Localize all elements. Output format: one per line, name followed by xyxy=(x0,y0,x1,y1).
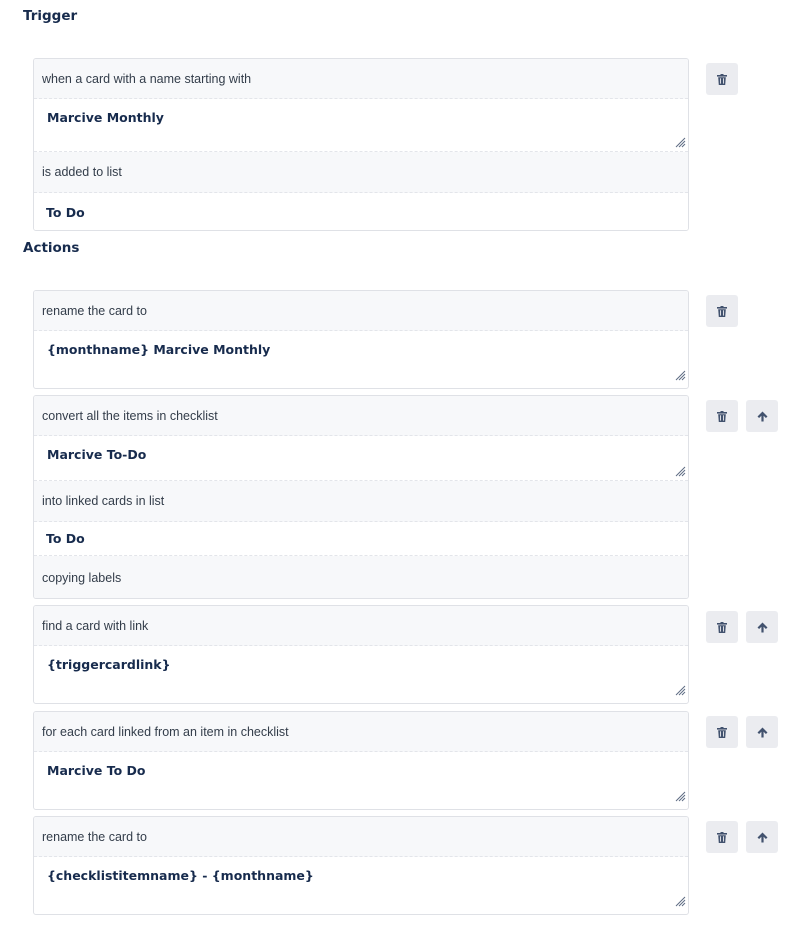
trigger-name-starts-label: when a card with a name starting with xyxy=(42,71,252,86)
action-foreach-value: Marcive To Do xyxy=(47,763,146,778)
action-find-delete-button[interactable] xyxy=(706,611,738,643)
arrow-up-icon xyxy=(757,622,768,633)
action-foreach-move-up-button[interactable] xyxy=(746,716,778,748)
action-rename2-label: rename the card to xyxy=(42,829,147,844)
action-foreach-card xyxy=(33,711,689,810)
action-find-value: {triggercardlink} xyxy=(47,657,171,672)
trash-icon xyxy=(717,306,727,317)
action-rename-textarea[interactable] xyxy=(34,331,688,384)
resize-grip-icon[interactable] xyxy=(674,895,686,907)
action-rename2-value: {checklistitemname} - {monthname} xyxy=(47,868,314,883)
action-rename2-label-row xyxy=(34,817,688,857)
trigger-name-textarea[interactable] xyxy=(34,99,688,152)
action-convert-list-field[interactable] xyxy=(34,522,688,556)
trigger-delete-button[interactable] xyxy=(706,63,738,95)
trigger-heading: Trigger xyxy=(23,8,78,24)
action-convert-label-row xyxy=(34,396,688,436)
resize-grip-icon[interactable] xyxy=(674,136,686,148)
action-convert-move-up-button[interactable] xyxy=(746,400,778,432)
action-foreach-textarea[interactable] xyxy=(34,752,688,805)
trash-icon xyxy=(717,727,727,738)
trigger-card xyxy=(33,58,689,231)
arrow-up-icon xyxy=(757,832,768,843)
trigger-list-value: To Do xyxy=(46,205,85,220)
action-convert-into-label: into linked cards in list xyxy=(42,494,165,508)
resize-grip-icon[interactable] xyxy=(674,790,686,802)
action-convert-copying-row xyxy=(34,556,688,599)
action-find-label: find a card with link xyxy=(42,618,149,633)
action-rename2-textarea[interactable] xyxy=(34,857,688,910)
action-rename2-card xyxy=(33,816,689,915)
action-convert-into-label-row xyxy=(34,481,688,522)
action-find-card xyxy=(33,605,689,704)
action-convert-delete-button[interactable] xyxy=(706,400,738,432)
action-rename2-move-up-button[interactable] xyxy=(746,821,778,853)
trigger-added-label-row xyxy=(34,152,688,193)
action-rename-value: {monthname} Marcive Monthly xyxy=(47,342,271,357)
trigger-added-label: is added to list xyxy=(42,165,122,179)
arrow-up-icon xyxy=(757,411,768,422)
action-find-label-row xyxy=(34,606,688,646)
resize-grip-icon[interactable] xyxy=(674,369,686,381)
action-rename2-delete-button[interactable] xyxy=(706,821,738,853)
action-convert-checklist-textarea[interactable] xyxy=(34,436,688,481)
action-convert-card xyxy=(33,395,689,599)
action-foreach-delete-button[interactable] xyxy=(706,716,738,748)
resize-grip-icon[interactable] xyxy=(674,465,686,477)
action-rename-label: rename the card to xyxy=(42,303,147,318)
action-find-move-up-button[interactable] xyxy=(746,611,778,643)
trigger-name-value: Marcive Monthly xyxy=(47,110,164,125)
action-convert-copying-label: copying labels xyxy=(42,571,122,585)
action-rename-delete-button[interactable] xyxy=(706,295,738,327)
arrow-up-icon xyxy=(757,727,768,738)
trash-icon xyxy=(717,622,727,633)
action-convert-checklist-value: Marcive To-Do xyxy=(47,447,147,462)
trigger-label-row xyxy=(34,59,688,99)
action-rename-card xyxy=(33,290,689,389)
trash-icon xyxy=(717,832,727,843)
action-convert-list-value: To Do xyxy=(46,531,85,546)
action-foreach-label: for each card linked from an item in checklist xyxy=(42,724,289,739)
trash-icon xyxy=(717,411,727,422)
actions-heading: Actions xyxy=(23,240,80,256)
action-rename-label-row xyxy=(34,291,688,331)
action-foreach-label-row xyxy=(34,712,688,752)
trash-icon xyxy=(717,74,727,85)
trigger-list-field[interactable] xyxy=(34,193,688,231)
action-find-textarea[interactable] xyxy=(34,646,688,699)
action-convert-label: convert all the items in checklist xyxy=(42,408,218,423)
resize-grip-icon[interactable] xyxy=(674,684,686,696)
